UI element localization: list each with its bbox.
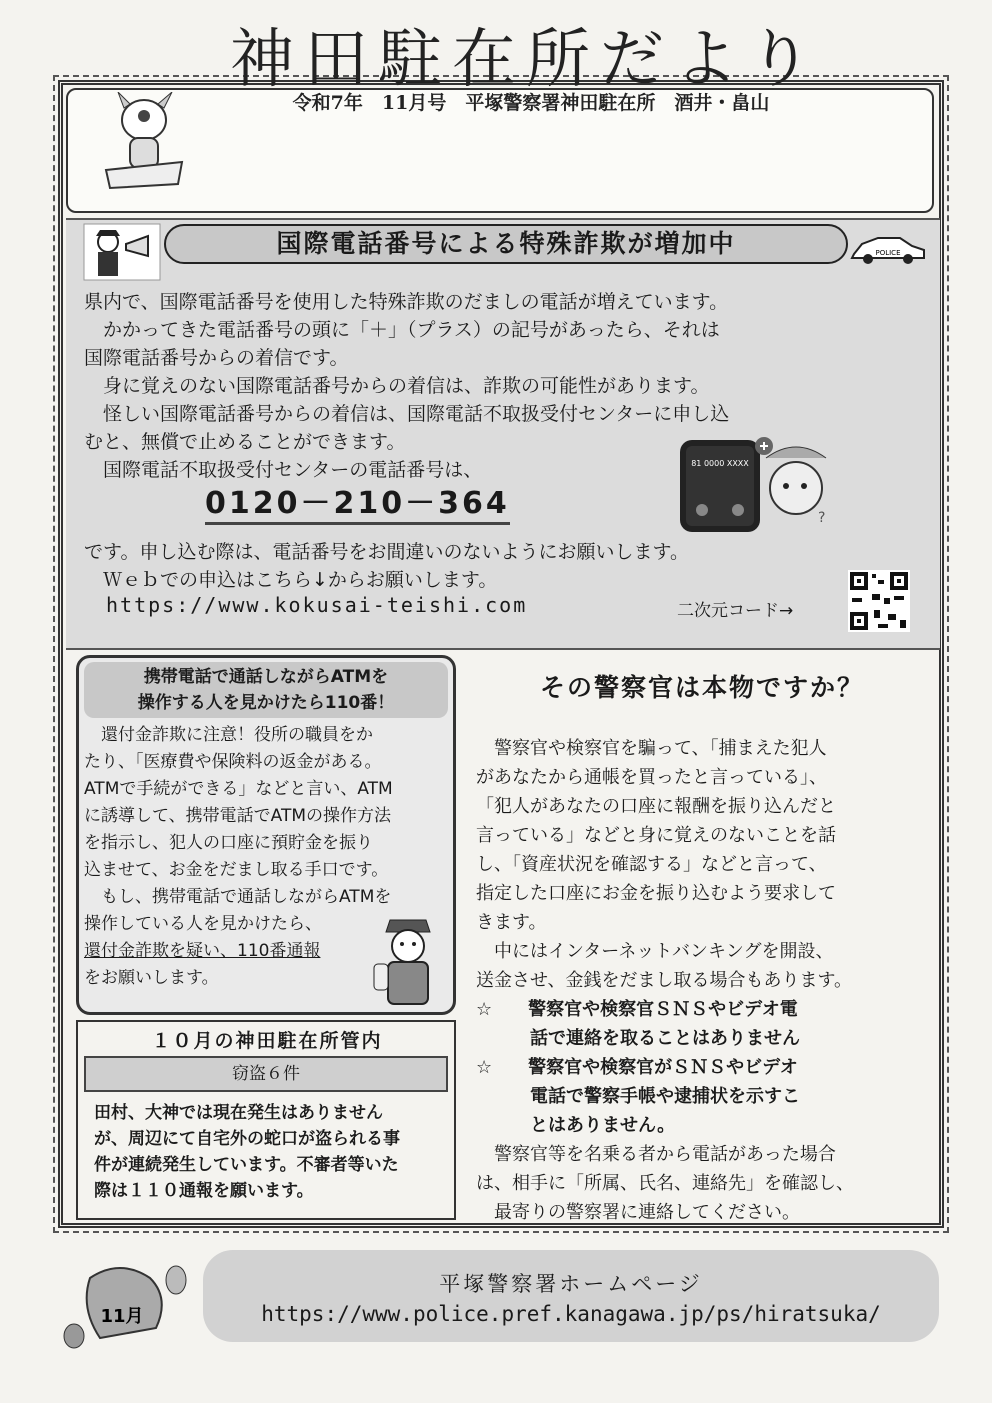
warning-point: 話で連絡を取ることはありません	[476, 1028, 800, 1049]
qr-code-icon[interactable]	[848, 570, 910, 632]
phone-screen-number: 81 0000 XXXX	[691, 459, 749, 468]
section1-line: むと、無償で止めることができます。	[84, 431, 406, 453]
qr-code-label: 二次元コード→	[677, 601, 794, 621]
atm-line: たり、「医療費や保険料の返金がある。	[84, 752, 382, 772]
fake-police-line: 中にはインターネットバンキングを開設、	[476, 941, 834, 962]
section1-line: 国際電話番号からの着信です。	[84, 347, 349, 369]
warning-point: とはありません。	[476, 1115, 676, 1136]
atm-line: 還付金詐欺を疑い、110番通報	[84, 941, 321, 961]
warning-point: ☆ 警察官や検察官ＳＮＳやビデオ電	[476, 999, 798, 1020]
footer-title: 平塚警察署ホームページ	[439, 1272, 703, 1296]
center-phone-number: 0120－210－364	[205, 478, 510, 525]
phone-call-illustration	[668, 432, 846, 538]
section1-line: 怪しい国際電話番号からの着信は、国際電話不取扱受付センターに申し込	[84, 403, 730, 425]
atm-line: 操作している人を見かけたら、	[84, 914, 322, 934]
section1-line: 県内で、国際電話番号を使用した特殊詐欺のだましの電話が増えています。	[84, 291, 729, 313]
section1-line: Ｗｅｂでの申込はこちら↓からお願いします。	[84, 569, 498, 591]
crime-line: 件が連続発生しています。不審者等いた	[94, 1155, 399, 1175]
section1-line: かかってきた電話番号の頭に「＋」（プラス）の記号があったら、それは	[84, 319, 720, 341]
homepage-url-link[interactable]: https://www.police.pref.kanagawa.jp/ps/hiratsuka/	[261, 1302, 881, 1326]
atm-warning-heading	[84, 662, 448, 718]
atm-line: もし、携帯電話で通話しながらATMを	[84, 887, 392, 907]
police-car-icon	[848, 232, 928, 266]
atm-line: ATMで手続ができる」などと言い、ATM	[84, 779, 393, 799]
issue-info: 令和7年 11月号 平塚警察署神田駐在所 酒井・畠山	[292, 92, 770, 114]
police-officer-megaphone-illustration	[82, 222, 162, 282]
warning-point: 電話で警察手帳や逮捕状を示すこ	[476, 1086, 800, 1107]
fake-police-line: 最寄りの警察署に連絡してください。	[476, 1202, 800, 1223]
atm-line: に誘導して、携帯電話でATMの操作方法	[84, 806, 392, 826]
svg-text:?: ?	[818, 510, 826, 526]
crime-line: 田村、大神では現在発生はありません	[94, 1103, 383, 1123]
section-heading: 国際電話番号による特殊詐欺が増加中	[164, 224, 848, 264]
fake-police-line: 言っている」などと身に覚えのないことを話	[476, 825, 836, 846]
fake-police-line: し、「資産状況を確認する」などと言って、	[476, 854, 827, 875]
warning-point: ☆ 警察官や検察官がＳＮＳやビデオ	[476, 1057, 798, 1078]
police-officer-illustration	[372, 912, 444, 1008]
fake-police-line: 警察官や検察官を騙って、「捕まえた犯人	[476, 738, 827, 759]
atm-line: をお願いします。	[84, 968, 219, 988]
page-title: 神田駐在所だより	[230, 23, 822, 97]
fake-police-line: きます。	[476, 912, 547, 933]
fake-police-line: 指定した口座にお金を振り込むよう要求して	[476, 883, 836, 904]
crime-heading: １０月の神田駐在所管内	[151, 1030, 383, 1052]
fake-police-line: 送金させ、金銭をだまし取る場合もあります。	[476, 970, 853, 991]
fake-police-line: 警察官等を名乗る者から電話があった場合	[476, 1144, 836, 1165]
fake-police-heading: その警察官は本物ですか？	[539, 673, 864, 702]
month-badge: 11月	[100, 1306, 144, 1327]
homepage-footer	[203, 1250, 939, 1342]
atm-line: を指示し、犯人の口座に預貯金を振り	[84, 833, 373, 853]
fake-police-line: 「犯人があなたの口座に報酬を振り込んだと	[476, 796, 836, 817]
fake-police-line: は、相手に「所属、氏名、連絡先」を確認し、	[476, 1173, 854, 1194]
application-url-link[interactable]: https://www.kokusai-teishi.com	[106, 593, 528, 617]
autumn-leaves-decoration	[60, 1258, 190, 1358]
atm-line: 還付金詐欺に注意！役所の職員をか	[84, 725, 373, 745]
section1-line: 国際電話不取扱受付センターの電話番号は、	[84, 459, 483, 481]
atm-line: 込ませて、お金をだまし取る手口です。	[84, 860, 389, 880]
theft-count-band: 窃盗６件	[84, 1056, 448, 1092]
fake-police-line: があなたから通帳を買ったと言っている」、	[476, 767, 827, 788]
crime-line: 際は１１０通報を願います。	[94, 1181, 314, 1201]
heading-line: 操作する人を見かけたら110番！	[137, 693, 395, 713]
heading-line: 携帯電話で通話しながらATMを	[143, 667, 389, 687]
section1-line: 身に覚えのない国際電話番号からの着信は、詐欺の可能性があります。	[84, 375, 710, 397]
crime-line: が、周辺にて自宅外の蛇口が盗られる事	[94, 1129, 400, 1149]
police-car-label: POLICE	[875, 249, 901, 257]
section1-line: です。申し込む際は、電話番号をお間違いのないようにお願いします。	[84, 541, 689, 563]
